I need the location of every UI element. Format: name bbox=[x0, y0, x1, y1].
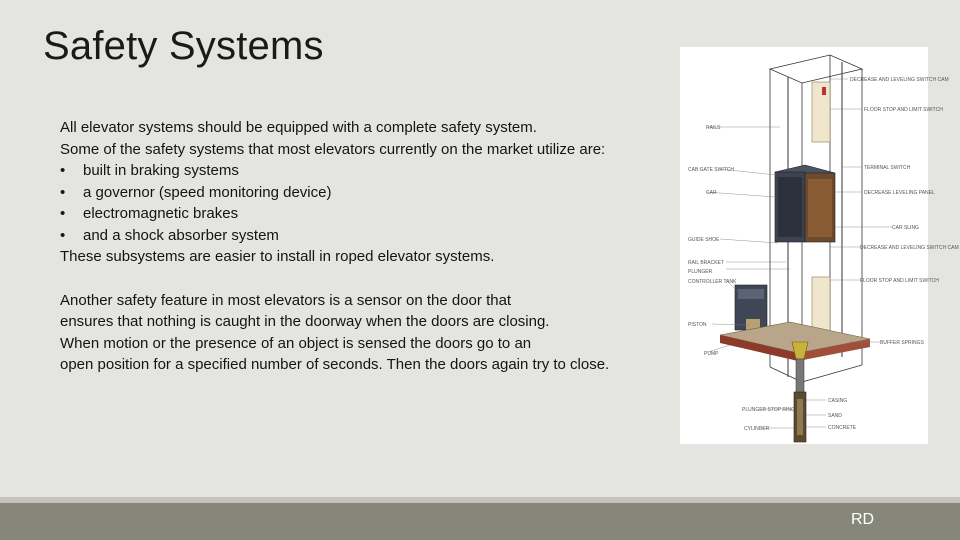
right-callout-labels bbox=[828, 77, 959, 431]
figure-label: DECREASE AND LEVELING SWITCH CAM bbox=[850, 77, 949, 83]
paragraph2-line-2: ensures that nothing is caught in the doorway when the doors are closing. bbox=[60, 313, 550, 330]
bullet-item bbox=[60, 225, 680, 247]
slide-title: Safety Systems bbox=[43, 24, 324, 68]
figure-label: TERMINAL SWITCH bbox=[864, 165, 911, 171]
closing-line: These subsystems are easier to install in roped elevator systems. bbox=[60, 248, 495, 265]
elevator-car bbox=[775, 165, 835, 242]
footer-bar bbox=[0, 503, 960, 540]
figure-label: SAND bbox=[828, 413, 842, 419]
figure-label: CASING bbox=[828, 398, 848, 404]
switch-panel bbox=[812, 82, 830, 142]
leveling-panel bbox=[812, 277, 830, 332]
figure-label: RAILS bbox=[706, 125, 721, 131]
pump-unit bbox=[735, 285, 767, 331]
figure-label: CAR SLING bbox=[892, 225, 919, 231]
paragraph2-line-1: Another safety feature in most elevators is a sensor on the door that bbox=[60, 291, 512, 309]
footer-initials: RD bbox=[851, 511, 875, 528]
bullet-text: and a shock absorber system bbox=[83, 226, 279, 244]
bullet-text: electromagnetic brakes bbox=[83, 205, 239, 222]
bullet-item bbox=[60, 182, 680, 204]
bullet-item bbox=[60, 203, 680, 225]
figure-label: CAB GATE SWITCH bbox=[688, 167, 735, 173]
bullet-icon: • bbox=[60, 205, 66, 222]
intro-line-2: Some of the safety systems that most elevators currently on the market utilize are: bbox=[60, 140, 606, 158]
body-text bbox=[60, 117, 680, 376]
figure-label: PUMP bbox=[704, 351, 719, 357]
figure-label: PLUNGER bbox=[688, 269, 713, 275]
paragraph2-line-3: When motion or the presence of an object is sensed the doors go to an bbox=[60, 334, 532, 352]
intro-line-1: All elevator systems should be equipped with a complete safety system. bbox=[60, 119, 537, 136]
figure-label: CAR bbox=[706, 190, 717, 196]
figure-label: BUFFER SPRINGS bbox=[880, 340, 924, 346]
figure-label: GUIDE SHOE bbox=[688, 237, 720, 243]
figure-label: CYLINDER bbox=[744, 426, 770, 432]
figure-label: FLOOR STOP AND LIMIT SWITCH bbox=[864, 107, 943, 113]
bullet-icon: • bbox=[60, 162, 66, 179]
paragraph-gap bbox=[60, 268, 680, 290]
figure-label: CONTROLLER TANK bbox=[688, 279, 737, 285]
figure-label: PISTON bbox=[688, 322, 707, 328]
figure-label: DECREASE AND LEVELING SWITCH CAM bbox=[860, 245, 959, 251]
figure-label: RAIL BRACKET bbox=[688, 260, 724, 266]
figure-label: FLOOR STOP AND LIMIT SWITCH bbox=[860, 278, 939, 284]
figure-label: PLUNGER STOP RING bbox=[742, 407, 795, 413]
bullet-icon: • bbox=[60, 226, 66, 244]
figure-label: DECREASE LEVELING PANEL bbox=[864, 190, 935, 196]
bullet-icon: • bbox=[60, 183, 66, 201]
paragraph2-line-4: open position for a specified number of seconds. Then the doors again try to close. bbox=[60, 356, 610, 373]
figure-label: CONCRETE bbox=[828, 425, 857, 431]
bullet-item bbox=[60, 160, 680, 182]
elevator-diagram-image bbox=[680, 47, 959, 444]
bullet-text: a governor (speed monitoring device) bbox=[83, 183, 332, 201]
bullet-text: built in braking systems bbox=[83, 162, 239, 179]
